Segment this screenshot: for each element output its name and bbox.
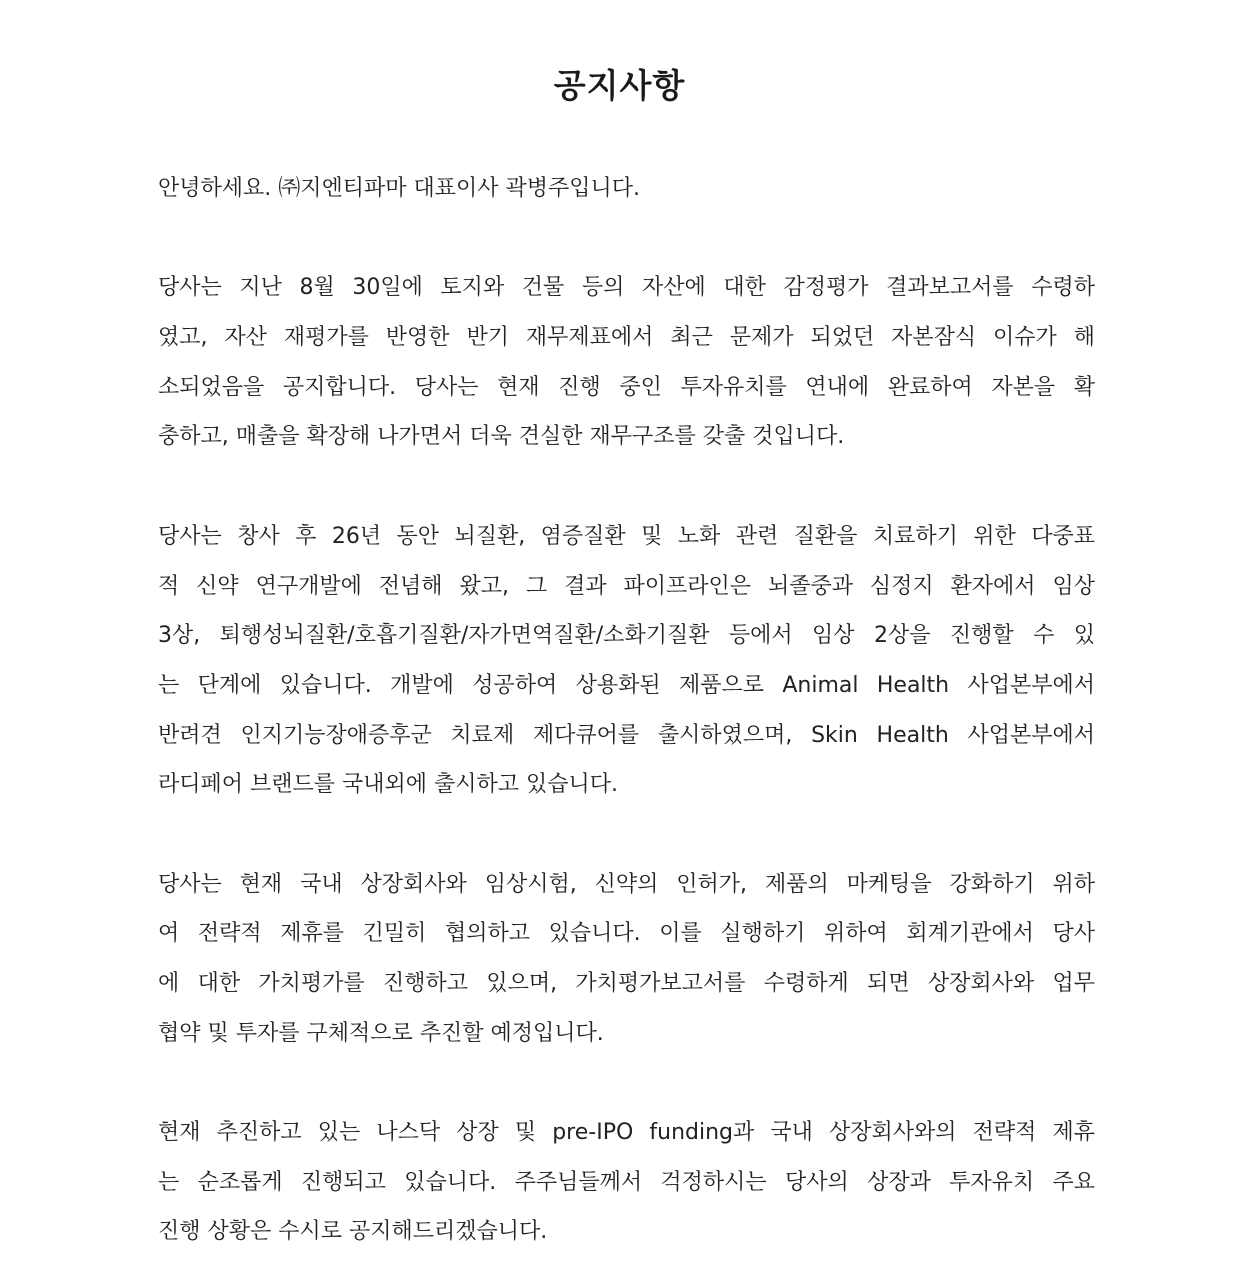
notice-body <box>158 170 1095 1263</box>
text-line: 여 전략적 제휴를 긴밀히 협의하고 있습니다. 이를 실행하기 위하여 회계기관에서 당사 <box>158 921 1095 947</box>
text-line: 반려견 인지기능장애증후군 치료제 제다큐어를 출시하였으며, Skin Health 사업본부에서 <box>158 722 1095 748</box>
paragraph-strategic-alliance <box>158 866 1095 1065</box>
text-line: 라디페어 브랜드를 국내외에 출시하고 있습니다. <box>158 772 619 798</box>
paragraph-gap <box>158 816 1095 866</box>
greeting-line: 안녕하세요. ㈜지엔티파마 대표이사 곽병주입니다. <box>158 176 641 201</box>
text-line: 현재 추진하고 있는 나스닥 상장 및 pre-IPO funding과 국내 상장회사와의 전략적 제휴 <box>158 1120 1095 1146</box>
paragraph-rnd-pipeline <box>158 518 1095 816</box>
text-line: 는 단계에 있습니다. 개발에 성공하여 상용화된 제품으로 Animal Health 사업본부에서 <box>158 672 1095 698</box>
text-line: 당사는 창사 후 26년 동안 뇌질환, 염증질환 및 노화 관련 질환을 치료하기 위한 다중표 <box>158 523 1095 549</box>
text-line: 적 신약 연구개발에 전념해 왔고, 그 결과 파이프라인은 뇌졸중과 심정지 환자에서 임상 <box>158 573 1095 599</box>
text-line: 당사는 지난 8월 30일에 토지와 건물 등의 자산에 대한 감정평가 결과보고서를 수령하 <box>158 275 1095 301</box>
paragraph-gap <box>158 468 1095 518</box>
text-line: 3상, 퇴행성뇌질환/호흡기질환/자가면역질환/소화기질환 등에서 임상 2상을 진행할 수 있 <box>158 623 1095 649</box>
text-line: 에 대한 가치평가를 진행하고 있으며, 가치평가보고서를 수령하게 되면 상장회사와 업무 <box>158 971 1095 996</box>
text-line: 였고, 자산 재평가를 반영한 반기 재무제표에서 최근 문제가 되었던 자본잠식 이슈가 해 <box>158 325 1095 351</box>
text-line: 협약 및 투자를 구체적으로 추진할 예정입니다. <box>158 1020 604 1046</box>
text-line: 진행 상황은 수시로 공지해드리겠습니다. <box>158 1219 548 1245</box>
page-title: 공지사항 <box>553 66 686 105</box>
text-line: 소되었음을 공지합니다. 당사는 현재 진행 중인 투자유치를 연내에 완료하여 자본을 확 <box>158 374 1095 400</box>
text-line: 충하고, 매출을 확장해 나가면서 더욱 견실한 재무구조를 갖출 것입니다. <box>158 424 845 450</box>
paragraph-gap <box>158 1064 1095 1114</box>
paragraph-nasdaq-listing <box>158 1114 1095 1263</box>
paragraph-gap <box>158 220 1095 270</box>
text-line: 당사는 현재 국내 상장회사와 임상시험, 신약의 인허가, 제품의 마케팅을 강화하기 위하 <box>158 871 1095 897</box>
paragraph-asset-revaluation <box>158 269 1095 468</box>
text-line: 는 순조롭게 진행되고 있습니다. 주주님들께서 걱정하시는 당사의 상장과 투자유치 주요 <box>158 1169 1095 1195</box>
